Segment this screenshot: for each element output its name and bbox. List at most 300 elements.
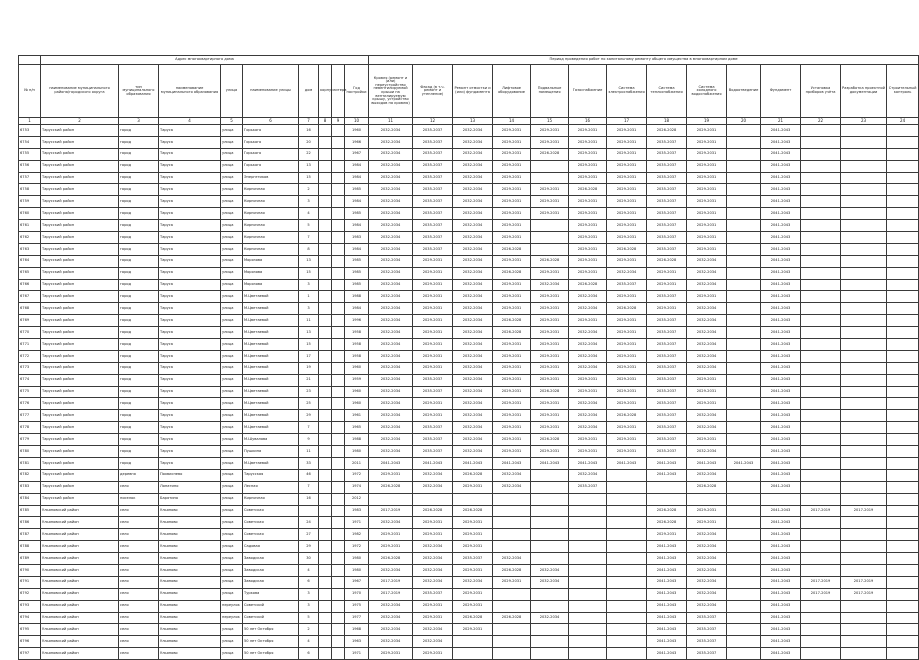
table-cell: 2041-2043 [531,457,569,469]
table-cell: 2041-2043 [761,648,801,660]
table-cell: 2029-2031 [607,434,647,446]
table-cell: 2041-2043 [761,350,801,362]
column-number: 1 [19,118,41,125]
table-cell: улица [221,267,243,279]
column-header: Ремонт отмостки и (или) фундамента [453,65,493,118]
column-number: 13 [453,118,493,125]
table-cell: 2041-2043 [647,541,687,553]
table-cell [887,279,919,291]
table-cell [647,493,687,505]
table-cell: 1974 [345,481,369,493]
table-cell [319,125,332,137]
table-cell: город [119,386,159,398]
table-cell: 30 [299,553,319,565]
table-cell: 2041-2043 [493,457,531,469]
table-cell [841,446,887,458]
table-cell [332,600,345,612]
table-cell: 2029-2031 [453,541,493,553]
table-cell: 2041-2043 [761,148,801,160]
table-cell: 2032-2034 [531,564,569,576]
table-cell: 2026-2028 [531,434,569,446]
table-cell: Таруса [159,148,221,160]
table-cell: 6789 [19,553,41,565]
table-cell [727,553,761,565]
header-group-row [19,56,919,65]
table-cell: 2032-2034 [413,564,453,576]
table-cell: Тарусский район [41,469,119,481]
table-cell [727,255,761,267]
table-cell: 2032-2034 [369,327,413,339]
table-cell: 2035-2037 [687,624,727,636]
table-cell: 2032-2034 [453,148,493,160]
table-cell [493,636,531,648]
table-cell: село [119,517,159,529]
table-cell: 2029-2031 [413,517,453,529]
table-cell: Энергетиков [243,172,299,184]
table-cell: село [119,612,159,624]
table-cell: город [119,160,159,172]
table-cell: 2029-2031 [607,172,647,184]
table-cell: 2029-2031 [687,208,727,220]
table-cell: 2032-2034 [369,386,413,398]
table-cell: 2032-2034 [453,267,493,279]
table-cell: 2029-2031 [493,386,531,398]
column-header: Разработка проектной документации [841,65,887,118]
table-cell: 2029-2031 [453,529,493,541]
table-cell [727,481,761,493]
table-cell [332,612,345,624]
table-cell [332,208,345,220]
table-cell [332,636,345,648]
table-cell: 15 [299,267,319,279]
table-cell: 6 [299,648,319,660]
table-cell: город [119,232,159,244]
table-cell: 2032-2034 [493,481,531,493]
table-cell: 2032-2034 [369,279,413,291]
table-cell: Таруса [159,136,221,148]
table-cell: Тарусский район [41,208,119,220]
table-cell: 2029-2031 [493,291,531,303]
table-cell: 6761 [19,220,41,232]
table-cell: 4 [299,564,319,576]
table-cell [607,600,647,612]
table-cell [887,315,919,327]
table-cell: 2035-2037 [647,148,687,160]
table-cell: Таруса [159,279,221,291]
table-cell [801,422,841,434]
table-cell [887,588,919,600]
table-cell: 2041-2043 [727,457,761,469]
table-cell: 22 [299,148,319,160]
table-cell: 2035-2037 [687,648,727,660]
table-cell: Ульяново [159,612,221,624]
table-cell: 2035-2037 [647,350,687,362]
table-cell: город [119,398,159,410]
table-cell [319,279,332,291]
table-cell [569,529,607,541]
table-cell: 2026-2028 [493,267,531,279]
table-cell: 1984 [345,303,369,315]
table-cell [887,196,919,208]
table-cell: 2032-2034 [453,422,493,434]
table-cell: 2032-2034 [453,172,493,184]
table-cell: 19 [299,362,319,374]
table-cell [332,243,345,255]
table-cell [801,600,841,612]
table-cell [493,541,531,553]
table-row [19,148,919,160]
table-cell: 2032-2034 [369,220,413,232]
table-cell: 2032-2034 [453,434,493,446]
table-cell [841,125,887,137]
table-cell [727,624,761,636]
table-cell [887,267,919,279]
table-cell: 2029-2031 [687,517,727,529]
table-cell: 2041-2043 [647,469,687,481]
table-cell: 2029-2031 [607,339,647,351]
table-cell: 2032-2034 [531,576,569,588]
table-cell: 2029-2031 [569,255,607,267]
table-cell: 2041-2043 [761,232,801,244]
table-cell: улица [221,517,243,529]
table-cell: 6791 [19,576,41,588]
table-cell [607,529,647,541]
table-cell: село [119,541,159,553]
table-cell: город [119,255,159,267]
table-cell [887,374,919,386]
table-cell: Таруса [159,422,221,434]
table-cell: 6763 [19,243,41,255]
table-cell [801,350,841,362]
table-cell [569,517,607,529]
table-cell: 2041-2043 [761,172,801,184]
table-cell: 2029-2031 [493,350,531,362]
table-cell: 2029-2031 [493,148,531,160]
table-cell: 1961 [345,410,369,422]
table-cell [727,600,761,612]
table-cell: 2032-2034 [453,303,493,315]
table-cell: Ульяново [159,541,221,553]
table-cell: переулок [221,600,243,612]
table-cell [332,648,345,660]
table-cell: Тарусский район [41,446,119,458]
table-cell: 6780 [19,446,41,458]
table-cell: 2041-2043 [761,624,801,636]
table-cell [841,232,887,244]
table-cell: поселок [119,493,159,505]
table-cell: 2035-2037 [413,208,453,220]
column-number: 8 [319,118,332,125]
table-row [19,125,919,137]
table-cell: город [119,148,159,160]
table-cell: 2026-2028 [569,279,607,291]
table-cell: 6795 [19,624,41,636]
table-cell [801,232,841,244]
table-row [19,410,919,422]
column-header: № п/п [19,65,41,118]
table-cell: 2017-2019 [369,588,413,600]
table-cell: Похвиснево [159,469,221,481]
table-cell: 2041-2043 [647,457,687,469]
table-cell [531,493,569,505]
table-cell: переулок [221,612,243,624]
table-cell: 1960 [345,386,369,398]
table-cell: 2029-2031 [493,576,531,588]
table-cell [801,624,841,636]
table-cell: Таруса [159,315,221,327]
table-row [19,469,919,481]
table-cell: 2032-2034 [369,374,413,386]
table-cell [319,339,332,351]
table-row [19,279,919,291]
table-cell [319,172,332,184]
table-cell: 6754 [19,136,41,148]
table-cell: М.Цветаевой [243,410,299,422]
table-cell: М.Шувалова [243,434,299,446]
column-header: Система холодного водоснабжения [687,65,727,118]
table-cell: 2029-2031 [687,434,727,446]
table-cell: 2041-2043 [761,529,801,541]
table-cell [887,243,919,255]
table-cell: 6788 [19,541,41,553]
table-cell [887,303,919,315]
table-cell: 2041-2043 [761,291,801,303]
table-row [19,255,919,267]
table-cell [801,434,841,446]
table-cell: 2032-2034 [687,576,727,588]
column-number: 10 [345,118,369,125]
table-cell: 17 [299,350,319,362]
table-cell: 20 [299,136,319,148]
table-cell: 2029-2031 [687,148,727,160]
table-cell [531,517,569,529]
table-cell: 2032-2034 [369,564,413,576]
table-cell: Таруса [159,232,221,244]
table-cell: 50 лет Октября [243,636,299,648]
table-cell: Тарусский район [41,374,119,386]
table-cell [319,208,332,220]
table-cell [841,255,887,267]
table-cell: 3 [299,279,319,291]
table-cell: город [119,184,159,196]
table-cell [801,136,841,148]
table-cell: Ульяново [159,517,221,529]
table-cell [319,529,332,541]
table-cell: Тарусская [243,469,299,481]
column-number: 24 [887,118,919,125]
table-cell [841,410,887,422]
table-cell: 2029-2031 [687,125,727,137]
table-cell: улица [221,446,243,458]
table-cell: улица [221,553,243,565]
table-cell: Таруса [159,184,221,196]
table-cell: улица [221,172,243,184]
table-cell [727,505,761,517]
table-cell: Тарусский район [41,184,119,196]
table-cell: 2032-2034 [687,315,727,327]
column-number: 5 [221,118,243,125]
table-cell: 2029-2031 [413,350,453,362]
table-cell [841,517,887,529]
table-cell: 2029-2031 [569,172,607,184]
table-row [19,339,919,351]
table-cell: 6771 [19,339,41,351]
table-cell: Ульяновский район [41,553,119,565]
table-cell: улица [221,588,243,600]
table-cell: 2029-2031 [531,184,569,196]
table-cell [887,553,919,565]
table-cell [801,612,841,624]
table-cell: 50 лет Октября [243,648,299,660]
table-cell: Тарусский район [41,279,119,291]
table-cell: 2041-2043 [761,196,801,208]
table-cell: 2029-2031 [531,362,569,374]
table-cell: 2035-2037 [647,232,687,244]
table-cell: Ульяновский район [41,648,119,660]
table-cell: 2041-2043 [761,125,801,137]
table-cell [887,172,919,184]
table-cell [319,303,332,315]
table-cell [569,493,607,505]
table-cell: Тарусский район [41,125,119,137]
table-cell: Таруса [159,327,221,339]
table-cell [332,398,345,410]
table-cell [727,588,761,600]
table-cell: город [119,410,159,422]
table-cell [887,291,919,303]
table-cell: 2041-2043 [761,434,801,446]
table-cell: 2029-2031 [687,291,727,303]
table-cell [319,469,332,481]
table-cell [727,350,761,362]
table-cell: Тарусский район [41,398,119,410]
table-cell [607,481,647,493]
table-cell [801,208,841,220]
table-cell: 2032-2034 [369,125,413,137]
table-cell [531,469,569,481]
table-cell [727,220,761,232]
table-cell [607,541,647,553]
table-cell: 2029-2031 [493,398,531,410]
table-cell: Тарусский район [41,196,119,208]
table-cell: 6787 [19,529,41,541]
table-cell: Тарусский район [41,220,119,232]
table-cell [727,636,761,648]
table-cell [801,636,841,648]
table-cell: улица [221,481,243,493]
table-cell [332,588,345,600]
table-cell: 2026-2028 [569,184,607,196]
table-row [19,315,919,327]
table-cell: 2029-2031 [493,125,531,137]
table-cell: 2032-2034 [453,374,493,386]
table-cell [841,422,887,434]
table-cell [413,493,453,505]
table-cell [369,493,413,505]
table-cell: 1963 [345,636,369,648]
table-cell [319,636,332,648]
table-cell [332,125,345,137]
table-cell: М.Цветаевой [243,457,299,469]
column-number: 12 [413,118,453,125]
table-cell: село [119,553,159,565]
table-cell [801,279,841,291]
table-cell [332,386,345,398]
table-cell [887,434,919,446]
table-cell: улица [221,339,243,351]
table-cell [887,160,919,172]
table-cell: Горького [243,148,299,160]
table-cell [727,434,761,446]
table-cell [607,648,647,660]
table-cell: 2032-2034 [453,125,493,137]
table-cell: 6760 [19,208,41,220]
table-row [19,541,919,553]
table-cell: Тарусский район [41,232,119,244]
table-row [19,481,919,493]
table-cell: 2 [299,184,319,196]
table-cell: улица [221,457,243,469]
table-cell: 1984 [345,196,369,208]
table-cell [801,291,841,303]
table-cell [493,648,531,660]
table-cell [841,220,887,232]
table-cell: 2032-2034 [453,315,493,327]
table-cell: 2032-2034 [453,327,493,339]
table-row [19,303,919,315]
table-cell [531,541,569,553]
table-cell: Кирпичная [243,493,299,505]
table-cell: 1983 [345,232,369,244]
table-cell: 1971 [345,517,369,529]
table-cell: Ульяновский район [41,588,119,600]
table-cell: 2029-2031 [687,374,727,386]
table-cell: Морозова [243,255,299,267]
table-cell [319,600,332,612]
table-cell [727,160,761,172]
table-cell: 2032-2034 [413,553,453,565]
table-cell [727,529,761,541]
table-cell: 1982 [345,529,369,541]
table-cell: 2035-2037 [647,172,687,184]
table-cell: 2032-2034 [453,279,493,291]
table-cell: Тарусский район [41,493,119,505]
table-cell: 2041-2043 [761,160,801,172]
table-cell: 2029-2031 [607,208,647,220]
table-cell [493,493,531,505]
table-cell: 2029-2031 [607,148,647,160]
table-cell: Таруса [159,172,221,184]
table-cell: Советский [243,612,299,624]
table-cell: село [119,529,159,541]
table-cell [801,196,841,208]
table-cell: Ульяновский район [41,636,119,648]
table-cell: 2026-2028 [369,553,413,565]
table-cell: 2032-2034 [453,220,493,232]
table-cell: 2032-2034 [369,422,413,434]
table-cell: 1 [299,291,319,303]
table-cell: Таруса [159,446,221,458]
table-cell: 2029-2031 [493,160,531,172]
column-header: Год постройки [345,65,369,118]
table-cell: 23 [299,386,319,398]
column-header: Установка приборов учёта [801,65,841,118]
table-cell [332,553,345,565]
table-cell [332,541,345,553]
table-cell: 2041-2043 [647,564,687,576]
table-cell: Ульяново [159,505,221,517]
table-cell: улица [221,148,243,160]
